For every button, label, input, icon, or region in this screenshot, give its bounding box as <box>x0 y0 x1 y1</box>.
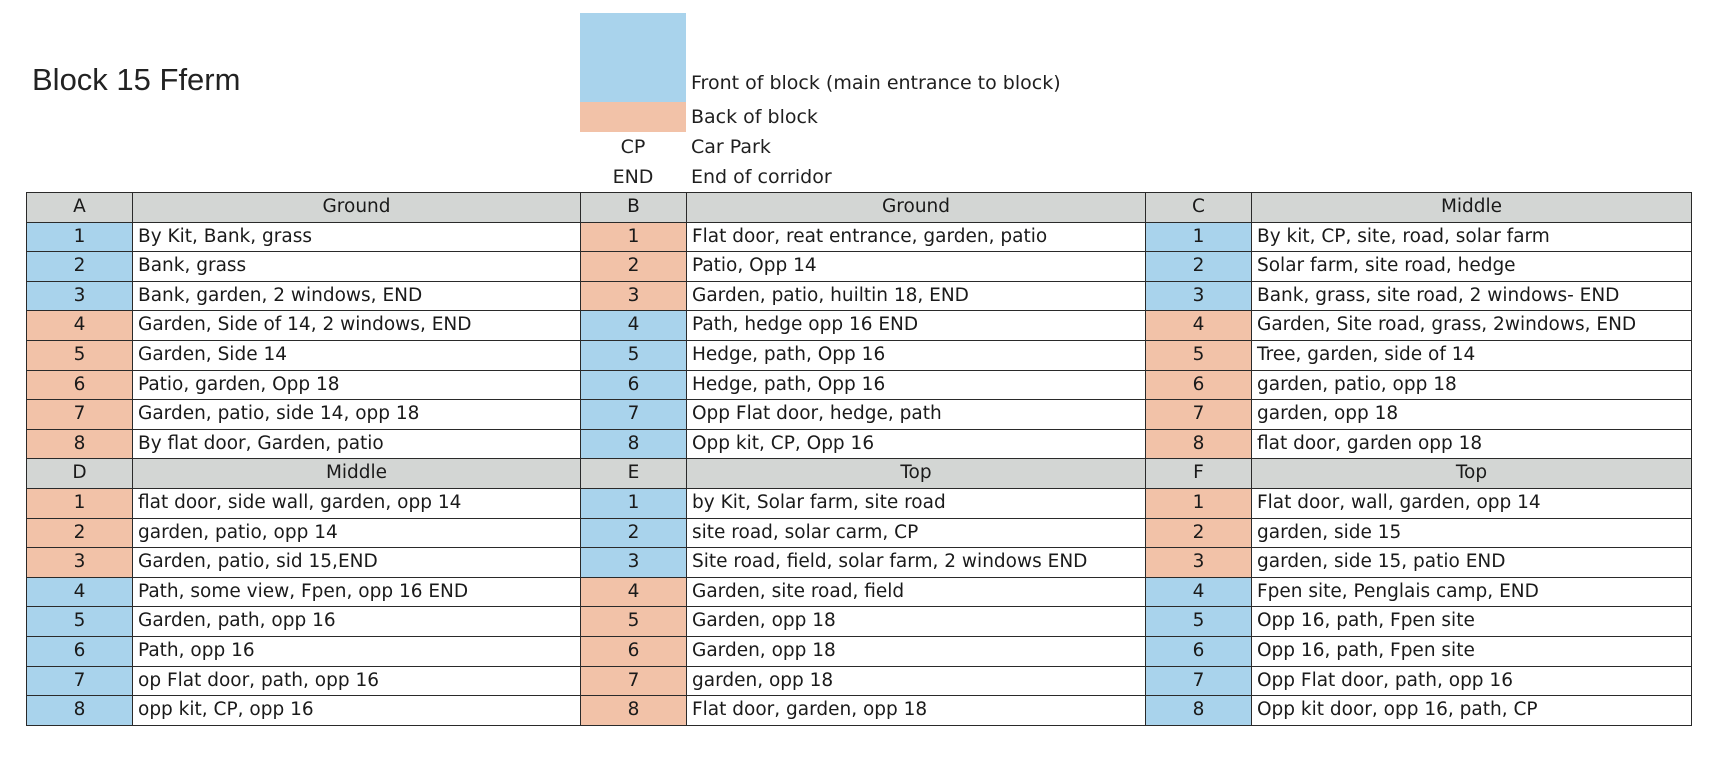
room-description-cell: Bank, garden, 2 windows, END <box>133 282 581 312</box>
floor-header: Top <box>1252 459 1692 489</box>
room-description-cell: Garden, patio, side 14, opp 18 <box>133 400 581 430</box>
room-description-cell: Opp 16, path, Fpen site <box>1252 607 1692 637</box>
floor-header: Top <box>687 459 1146 489</box>
room-description-cell: Garden, site road, field <box>687 578 1146 608</box>
room-description-cell: Patio, Opp 14 <box>687 252 1146 282</box>
room-number-cell: 3 <box>27 282 133 312</box>
legend-front-label: Front of block (main entrance to block) <box>691 72 1061 94</box>
room-number-cell: 3 <box>1146 282 1252 312</box>
room-description-cell: Path, some view, Fpen, opp 16 END <box>133 578 581 608</box>
block-code-header: A <box>27 193 133 223</box>
room-number-cell: 5 <box>27 341 133 371</box>
room-number-cell: 7 <box>1146 667 1252 697</box>
room-number-cell: 8 <box>1146 696 1252 726</box>
room-number-cell: 5 <box>27 607 133 637</box>
legend-end-label: End of corridor <box>691 166 832 188</box>
room-description-cell: site road, solar carm, CP <box>687 519 1146 549</box>
room-number-cell: 1 <box>1146 223 1252 253</box>
room-description-cell: Site road, field, solar farm, 2 windows END <box>687 548 1146 578</box>
room-number-cell: 4 <box>1146 578 1252 608</box>
room-description-cell: Garden, opp 18 <box>687 637 1146 667</box>
legend-back-label: Back of block <box>691 106 818 128</box>
room-description-cell: Path, opp 16 <box>133 637 581 667</box>
room-description-cell: Flat door, garden, opp 18 <box>687 696 1146 726</box>
room-number-cell: 1 <box>27 223 133 253</box>
back-color-swatch <box>580 102 686 132</box>
room-description-cell: Solar farm, site road, hedge <box>1252 252 1692 282</box>
room-number-cell: 1 <box>1146 489 1252 519</box>
room-description-cell: garden, patio, opp 18 <box>1252 371 1692 401</box>
room-number-cell: 6 <box>581 371 687 401</box>
room-description-cell: Path, hedge opp 16 END <box>687 311 1146 341</box>
room-description-cell: Opp kit door, opp 16, path, CP <box>1252 696 1692 726</box>
room-number-cell: 8 <box>581 430 687 460</box>
room-description-cell: By flat door, Garden, patio <box>133 430 581 460</box>
room-description-cell: Tree, garden, side of 14 <box>1252 341 1692 371</box>
room-number-cell: 8 <box>27 430 133 460</box>
floor-header: Middle <box>1252 193 1692 223</box>
room-number-cell: 2 <box>27 252 133 282</box>
room-number-cell: 2 <box>581 519 687 549</box>
room-description-cell: Garden, Site road, grass, 2windows, END <box>1252 311 1692 341</box>
room-description-cell: Garden, Side of 14, 2 windows, END <box>133 311 581 341</box>
legend-end-code: END <box>612 166 654 188</box>
page-title: Block 15 Fferm <box>32 62 241 97</box>
room-number-cell: 7 <box>581 400 687 430</box>
room-number-cell: 5 <box>581 607 687 637</box>
floor-header: Ground <box>133 193 581 223</box>
room-description-cell: Hedge, path, Opp 16 <box>687 371 1146 401</box>
room-description-cell: garden, opp 18 <box>1252 400 1692 430</box>
room-number-cell: 1 <box>581 489 687 519</box>
room-description-cell: Patio, garden, Opp 18 <box>133 371 581 401</box>
block-code-header: C <box>1146 193 1252 223</box>
room-number-cell: 7 <box>581 667 687 697</box>
room-description-cell: Opp Flat door, path, opp 16 <box>1252 667 1692 697</box>
room-number-cell: 3 <box>581 282 687 312</box>
room-number-cell: 7 <box>27 667 133 697</box>
room-number-cell: 6 <box>581 637 687 667</box>
room-description-cell: Garden, patio, sid 15,END <box>133 548 581 578</box>
room-number-cell: 3 <box>1146 548 1252 578</box>
floor-header: Ground <box>687 193 1146 223</box>
room-description-cell: opp kit, CP, opp 16 <box>133 696 581 726</box>
room-description-cell: Flat door, wall, garden, opp 14 <box>1252 489 1692 519</box>
block-code-header: B <box>581 193 687 223</box>
block-code-header: D <box>27 459 133 489</box>
room-description-cell: garden, patio, opp 14 <box>133 519 581 549</box>
room-description-cell: By Kit, Bank, grass <box>133 223 581 253</box>
room-description-cell: garden, opp 18 <box>687 667 1146 697</box>
room-description-cell: Garden, patio, huiltin 18, END <box>687 282 1146 312</box>
room-number-cell: 4 <box>27 578 133 608</box>
room-description-cell: Opp kit, CP, Opp 16 <box>687 430 1146 460</box>
room-number-cell: 2 <box>1146 519 1252 549</box>
room-description-cell: garden, side 15 <box>1252 519 1692 549</box>
room-description-cell: Bank, grass <box>133 252 581 282</box>
block-code-header: F <box>1146 459 1252 489</box>
room-number-cell: 6 <box>27 371 133 401</box>
front-color-swatch <box>580 13 686 102</box>
room-number-cell: 6 <box>27 637 133 667</box>
room-description-cell: Opp Flat door, hedge, path <box>687 400 1146 430</box>
block-code-header: E <box>581 459 687 489</box>
room-number-cell: 4 <box>581 311 687 341</box>
room-number-cell: 8 <box>27 696 133 726</box>
room-description-cell: flat door, garden opp 18 <box>1252 430 1692 460</box>
room-number-cell: 5 <box>1146 607 1252 637</box>
room-number-cell: 3 <box>27 548 133 578</box>
room-number-cell: 6 <box>1146 637 1252 667</box>
room-number-cell: 2 <box>1146 252 1252 282</box>
room-number-cell: 7 <box>27 400 133 430</box>
room-description-cell: By kit, CP, site, road, solar farm <box>1252 223 1692 253</box>
room-number-cell: 1 <box>581 223 687 253</box>
room-description-cell: Hedge, path, Opp 16 <box>687 341 1146 371</box>
room-description-cell: by Kit, Solar farm, site road <box>687 489 1146 519</box>
room-grid <box>26 192 1692 726</box>
room-description-cell: Opp 16, path, Fpen site <box>1252 637 1692 667</box>
room-number-cell: 8 <box>1146 430 1252 460</box>
room-description-cell: Bank, grass, site road, 2 windows- END <box>1252 282 1692 312</box>
room-number-cell: 2 <box>27 519 133 549</box>
room-number-cell: 5 <box>1146 341 1252 371</box>
room-number-cell: 3 <box>581 548 687 578</box>
room-description-cell: Garden, opp 18 <box>687 607 1146 637</box>
room-number-cell: 2 <box>581 252 687 282</box>
room-description-cell: Flat door, reat entrance, garden, patio <box>687 223 1146 253</box>
room-description-cell: Garden, Side 14 <box>133 341 581 371</box>
room-number-cell: 7 <box>1146 400 1252 430</box>
room-description-cell: op Flat door, path, opp 16 <box>133 667 581 697</box>
room-description-cell: Fpen site, Penglais camp, END <box>1252 578 1692 608</box>
room-description-cell: garden, side 15, patio END <box>1252 548 1692 578</box>
room-number-cell: 6 <box>1146 371 1252 401</box>
room-number-cell: 8 <box>581 696 687 726</box>
room-description-cell: Garden, path, opp 16 <box>133 607 581 637</box>
room-number-cell: 1 <box>27 489 133 519</box>
room-number-cell: 5 <box>581 341 687 371</box>
room-number-cell: 4 <box>27 311 133 341</box>
legend-cp-code: CP <box>620 136 646 158</box>
floor-header: Middle <box>133 459 581 489</box>
room-number-cell: 4 <box>581 578 687 608</box>
room-description-cell: flat door, side wall, garden, opp 14 <box>133 489 581 519</box>
legend-cp-label: Car Park <box>691 136 771 158</box>
room-number-cell: 4 <box>1146 311 1252 341</box>
